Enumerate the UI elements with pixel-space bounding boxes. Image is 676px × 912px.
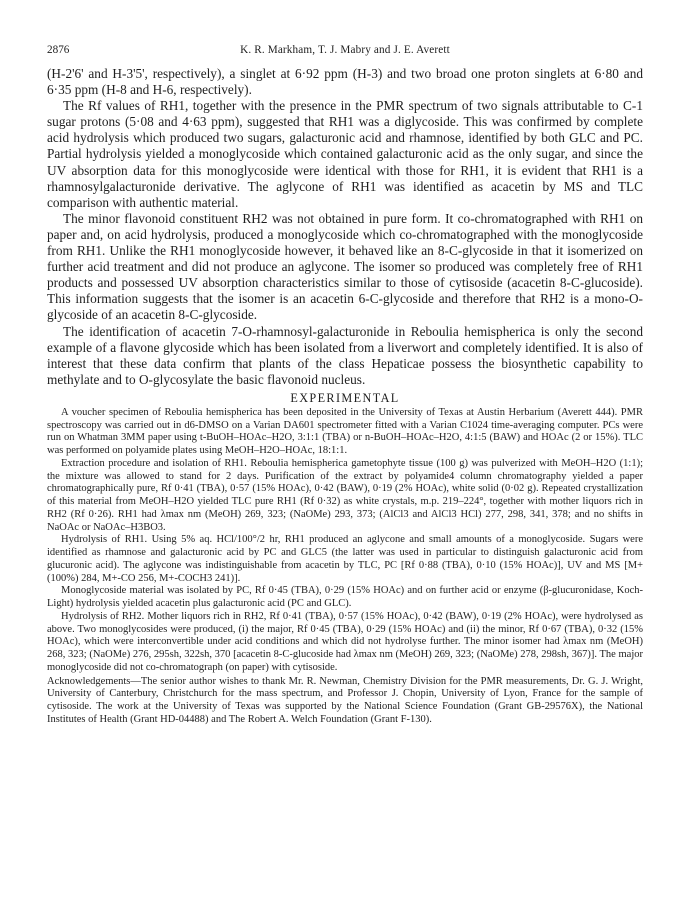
paragraph-minor-constituent: The minor flavonoid constituent RH2 was not obtained in pure form. It co-chromatographed with RH1 on paper and, on acid hydrolysis, produced a monoglycoside which co-chromatographed with the monoglycoside from RH1. Unlike the RH1 monoglycoside however, it behaved like an 8-C-glycoside in that it isomerized on further acid treatment and did not produce an aglycone. The isomer so produced was completely free of RH1 products and possessed UV absorption characteristics similar to those of cytisoside (acacetin 8-C-glucoside). This information suggests that the isomer is an acacetin 6-C-glycoside and therefore that RH2 is a mono-O-glycoside of an acacetin 8-C-glycoside.	[47, 210, 643, 323]
experimental-hydrolysis-rh2: Hydrolysis of RH2. Mother liquors rich in RH2, Rf 0·41 (TBA), 0·57 (15% HOAc), 0·42 (BAW), 0·19 (2% HOAc), were hydrolysed as above. Two monoglycosides were produced, (i) the major, Rf 0·45 (TBA), 0·29 (15% HOAc) and (ii) the minor, Rf 0·67 (TBA), 0·32 (15% HOAc), which were interconvertible under acid conditions and which did not hydrolyse further. The minor isomer had λmax nm (MeOH) 268, 323; (NaOMe) 276, 295sh, 322sh, 370 [acacetin 8-C-glucoside had λmax nm (MeOH) 269, 323; (NaOMe) 278, 298sh, 367)]. The major monoglycoside did not co-chromatograph (on paper) with cytisoside.	[47, 610, 643, 673]
page-number: 2876	[47, 44, 70, 56]
experimental-heading: EXPERIMENTAL	[290, 390, 400, 405]
paragraph-continued: (H-2'6' and H-3'5', respectively), a singlet at 6·92 ppm (H-3) and two broad one proton singlets at 6·80 and 6·35 ppm (H-8 and H-6, respectively).	[47, 66, 643, 98]
paragraph-rf-values: The Rf values of RH1, together with the presence in the PMR spectrum of two signals attributable to C-1 sugar protons (5·08 and 4·63 ppm), suggested that RH1 was a diglycoside. This was confirmed by complete acid hydrolysis which produced two sugars, galacturonic acid and rhamnose, identified by both GLC and PC. Partial hydrolysis yielded a monoglycoside which contained galacturonic acid as the only sugar, and since the UV absorption data for this monoglycoside were identical with those for RH1, it is evident that RH1 is a rhamnosylgalacturonide derivative. The aglycone of RH1 was identified as acacetin by MS and TLC comparison with authentic material.	[47, 98, 643, 210]
experimental-hydrolysis-rh1: Hydrolysis of RH1. Using 5% aq. HCl/100°/2 hr, RH1 produced an aglycone and small amounts of a monoglycoside. Sugars were identified as rhamnose and galacturonic acid by PC and GLC5 (the latter was used in particular to distinguish galacturonic acid from glucuronic acid). The aglycone was indistinguishable from acacetin by TLC, PC [Rf 0·88 (TBA), 0·10 (15% HOAc)], UV and MS [M+ (100%) 284, M+-CO 256, M+-COCH3 241)].	[47, 534, 643, 584]
experimental-monoglycoside: Monoglycoside material was isolated by PC, Rf 0·45 (TBA), 0·29 (15% HOAc) and on further acid or enzyme (β-glucuronidase, Koch-Light) hydrolysis yielded acacetin plus galacturonic acid (PC and GLC).	[47, 585, 643, 610]
paragraph-identification: The identification of acacetin 7-O-rhamnosyl-galacturonide in Reboulia hemispherica is only the second example of a flavone glycoside which has been isolated from a liverwort and completely identified. It is also of interest that these data confirm that plants of the class Hepaticae possess the biosynthetic capability to methylate and to O-glycosylate the basic flavonoid nucleus.	[47, 323, 643, 387]
acknowledgements: Acknowledgements—The senior author wishes to thank Mr. R. Newman, Chemistry Division for the PMR measurements, Dr. G. J. Wright, University of Canterbury, Christchurch for the mass spectrum, and Professor J. Chopin, University of Lyon, France for the sample of cytisoside. The work at the University of Texas was supported by the National Science Foundation (Grant GB-29576X), the National Institutes of Health (Grant HD-04488) and The Robert A. Welch Foundation (Grant F-130).	[47, 675, 643, 725]
running-head: K. R. Markham, T. J. Mabry and J. E. Averett	[240, 44, 450, 56]
experimental-voucher: A voucher specimen of Reboulia hemispherica has been deposited in the University of Texas at Austin Herbarium (Averett 444). PMR spectroscopy was carried out in d6-DMSO on a Varian DA601 spectrometer fitted with a Varian C1024 time-averaging computer. PCs were run on Whatman 3MM paper using t-BuOH–HOAc–H2O, 3:1:1 (TBA) or n-BuOH–HOAc–H2O, 4:1:5 (BAW) and HOAc (2 or 15%). TLC was performed on polyamide plates using MeOH–H2O–HOAc, 18:1:1.	[47, 406, 643, 457]
experimental-extraction: Extraction procedure and isolation of RH1. Reboulia hemispherica gametophyte tissue (100 g) was pulverized with MeOH–H2O (1:1); the mixture was allowed to stand for 2 days. Purification of the extract by polyamide4 column chromatography yielded a paper chromatographically pure, Rf 0·41 (TBA), 0·57 (15% HOAc), 0·42 (BAW), 0·19 (2% HOAc), white solid (0·02 g). Repeated crystallization of this material from MeOH–H2O yielded TLC pure RH1 (Rf 0·32) as white crystals, m.p. 219–224°, together with mother liquors rich in RH2 (Rf 0·26). RH1 had λmax nm (MeOH) 269, 323; (NaOMe) 293, 373; (AlCl3 and AlCl3 HCl) 277, 298, 341, 378; and no shifts in NaOAc or NaOAc–H3BO3.	[47, 457, 643, 533]
page	[47, 44, 643, 727]
page-header	[47, 44, 643, 66]
